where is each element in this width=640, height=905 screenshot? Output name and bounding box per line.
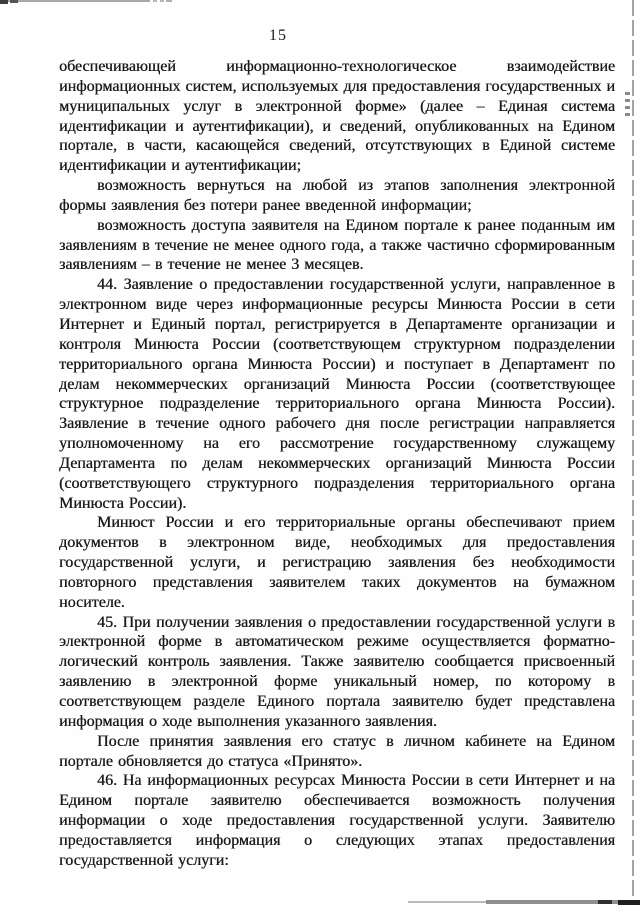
scan-artifact-right-edge-line bbox=[632, 0, 634, 899]
scan-artifact-top-dash bbox=[153, 0, 157, 2]
document-body bbox=[59, 57, 615, 871]
paragraph-clause-45: 45. При получении заявления о предоставлении государственной услуги в электронной форме в автоматическом режиме осуществляется форматно-логический контроль заявления. Также заявителю сообщается присвоенный заявлению в электронной форме уникальный номер, по которому в соответствующем разделе Единого портала заявителю будет представлена информация о ходе выполнения указанного заявления. bbox=[59, 613, 615, 730]
paragraph-clause-46: 46. На информационных ресурсах Минюста России в сети Интернет и на Едином портале заявителю обеспечивается возможность получения информации о ходе предоставления государственной услуги. Заявителю предоставляется информация о следующих этапах предоставления государственной услуги: bbox=[59, 772, 615, 869]
scan-artifact-bottom-bar bbox=[612, 900, 618, 904]
scan-artifact-bottom-bar bbox=[486, 900, 598, 904]
scan-artifact-right-edge-dashes bbox=[625, 92, 630, 118]
scan-artifact-bottom-bar bbox=[598, 900, 612, 904]
scan-artifact-top-line bbox=[0, 0, 150, 2]
paragraph-continuation: обеспечивающей информационно-технологическое взаимодействие информационных систем, используемых для предоставления государственных и муниципальных услуг в электронной форме» (далее – Единая система идентификации и аутентификации), и сведений, опубликованных на Едином портале, в части, касающейся сведений, отсутствующих в Единой системе идентификации и аутентификации; bbox=[59, 58, 615, 175]
scan-artifact-top-dash bbox=[166, 0, 172, 2]
paragraph: возможность вернуться на любой из этапов заполнения электронной формы заявления без потери ранее введенной информации; bbox=[59, 177, 615, 214]
paragraph-clause-44: 44. Заявление о предоставлении государственной услуги, направленное в электронном виде через информационные ресурсы Минюста России в сети Интернет и Единый портал, регистрируется в Департаменте организации и контроля Минюста России (соответствующем структурном подразделении территориального органа Минюста России) и поступает в Департамент по делам некоммерческих организаций Минюста России (соответствующее структурное подразделение территориального органа Минюста России). Заявление в течение одного рабочего дня после регистрации направляется уполномоченному на его рассмотрение государственному служащему Департамента по делам некоммерческих организаций Минюста России (соответствующего структурного подразделения территориального органа Минюста России). bbox=[59, 276, 615, 512]
paragraph: Минюст России и его территориальные органы обеспечивают прием документов в электронном виде, необходимых для предоставления государственной услуги, и регистрацию заявления без необходимости повторного представления заявителем таких документов на бумажном носителе. bbox=[59, 514, 615, 611]
scan-artifact-bottom-bar bbox=[408, 901, 486, 903]
page-number: 15 bbox=[269, 27, 287, 44]
scan-artifact-top-dark-segment bbox=[0, 0, 8, 4]
paragraph: возможность доступа заявителя на Едином портале к ранее поданным им заявлениям в течение не менее одного года, а также частично сформированным заявлениям – в течение не менее 3 месяцев. bbox=[59, 216, 615, 274]
scan-artifact-bottom-bar bbox=[618, 900, 640, 905]
scan-artifact-top-dash bbox=[160, 0, 164, 2]
paragraph: После принятия заявления его статус в личном кабинете на Едином портале обновляется до статуса «Принято». bbox=[59, 732, 615, 770]
scan-artifact-top-dark-segment bbox=[10, 0, 18, 3]
